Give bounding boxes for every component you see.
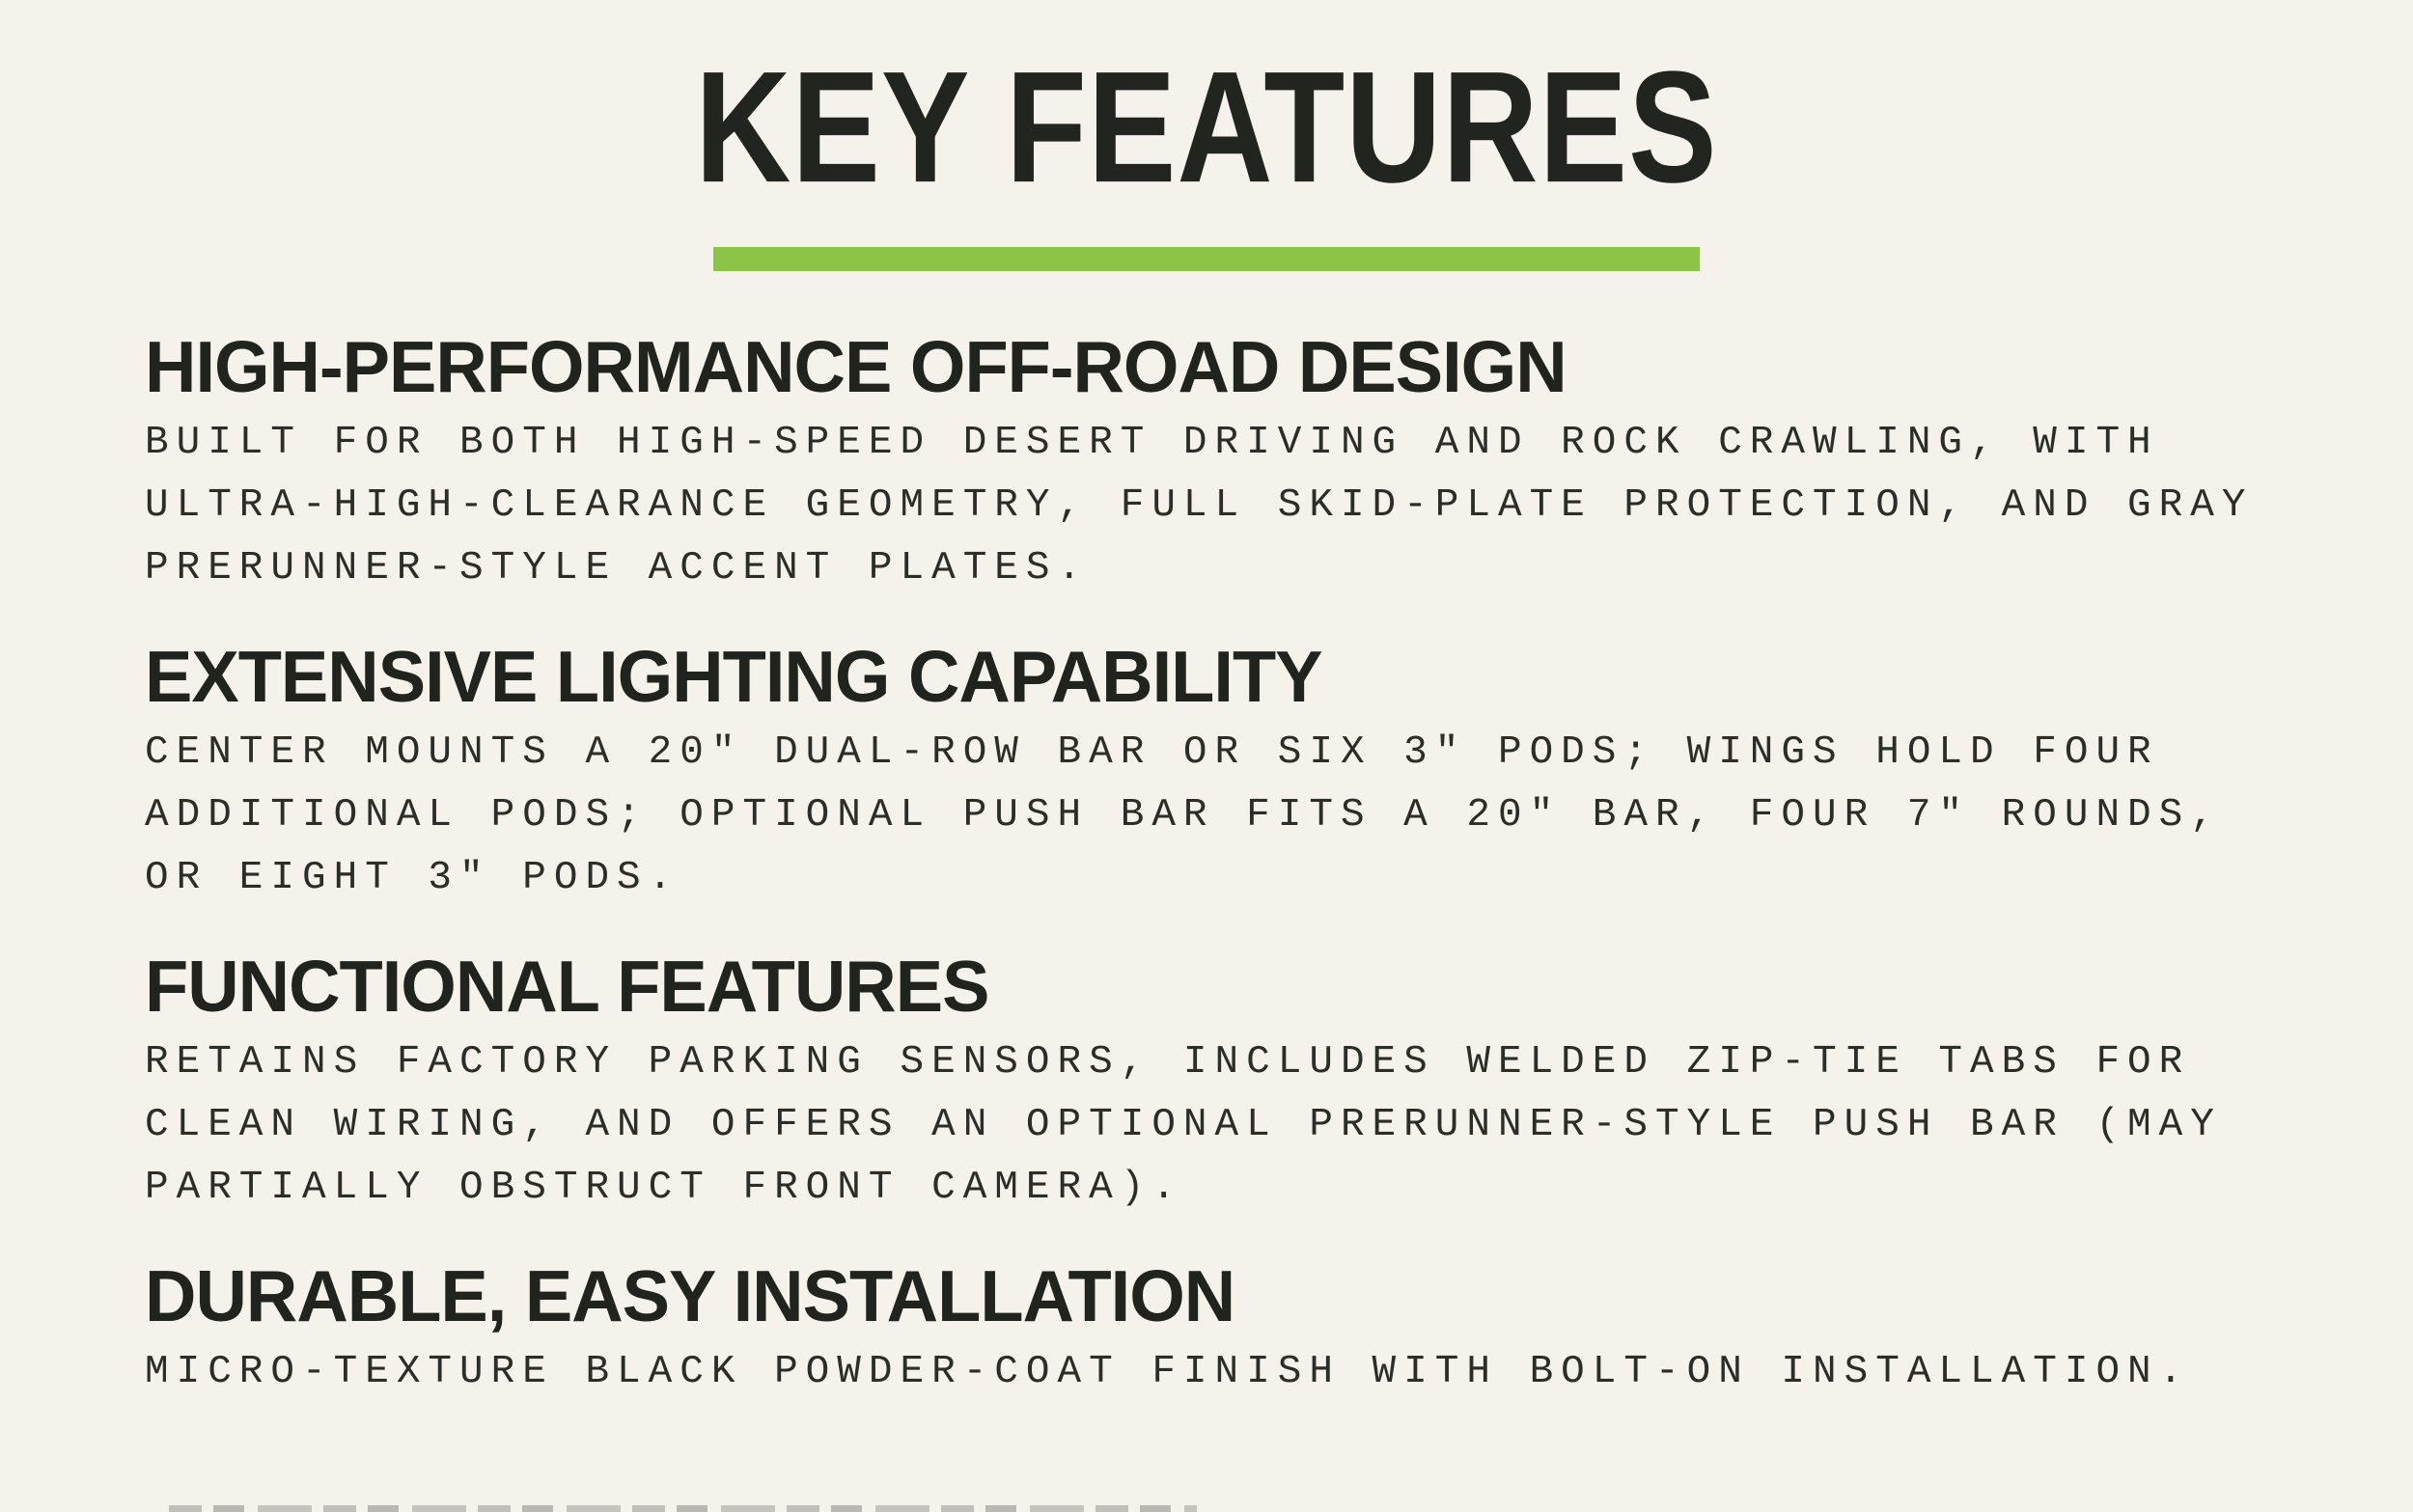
page-title: KEY FEATURES (695, 39, 1718, 216)
body-line: ULTRA-HIGH-CLEARANCE GEOMETRY, FULL SKID-PLATE PROTECTION, AND GRAY (145, 483, 2254, 528)
body-line: OR EIGHT 3" PODS. (145, 856, 680, 900)
section-heading: FUNCTIONAL FEATURES (145, 945, 989, 1028)
body-line: ADDITIONAL PODS; OPTIONAL PUSH BAR FITS A 20" BAR, FOUR 7" ROUNDS, (145, 793, 2222, 838)
feature-section-offroad-design (145, 325, 2307, 600)
features-list (145, 325, 2307, 1404)
feature-section-installation (145, 1254, 2307, 1404)
section-heading: HIGH-PERFORMANCE OFF-ROAD DESIGN (145, 325, 1567, 408)
feature-section-functional (145, 945, 2307, 1220)
section-heading: EXTENSIVE LIGHTING CAPABILITY (145, 635, 1322, 718)
body-line: RETAINS FACTORY PARKING SENSORS, INCLUDES WELDED ZIP-TIE TABS FOR (145, 1040, 2191, 1085)
cutoff-next-heading-strip (169, 1505, 1197, 1512)
section-body (145, 412, 2307, 600)
body-line: MICRO-TEXTURE BLACK POWDER-COAT FINISH WITH BOLT-ON INSTALLATION. (145, 1350, 2191, 1394)
accent-divider (713, 247, 1700, 271)
body-line: CLEAN WIRING, AND OFFERS AN OPTIONAL PRERUNNER-STYLE PUSH BAR (MAY (145, 1103, 2222, 1147)
body-line: PARTIALLY OBSTRUCT FRONT CAMERA). (145, 1166, 1183, 1210)
feature-section-lighting (145, 635, 2307, 910)
section-heading: DURABLE, EASY INSTALLATION (145, 1254, 1235, 1337)
page-header (0, 0, 2413, 271)
body-line: BUILT FOR BOTH HIGH-SPEED DESERT DRIVING AND ROCK CRAWLING, WITH (145, 421, 2159, 465)
section-body (145, 1341, 2307, 1404)
section-body (145, 722, 2307, 910)
section-body (145, 1031, 2307, 1220)
body-line: CENTER MOUNTS A 20" DUAL-ROW BAR OR SIX 3" PODS; WINGS HOLD FOUR (145, 730, 2159, 775)
body-line: PRERUNNER-STYLE ACCENT PLATES. (145, 546, 1090, 591)
